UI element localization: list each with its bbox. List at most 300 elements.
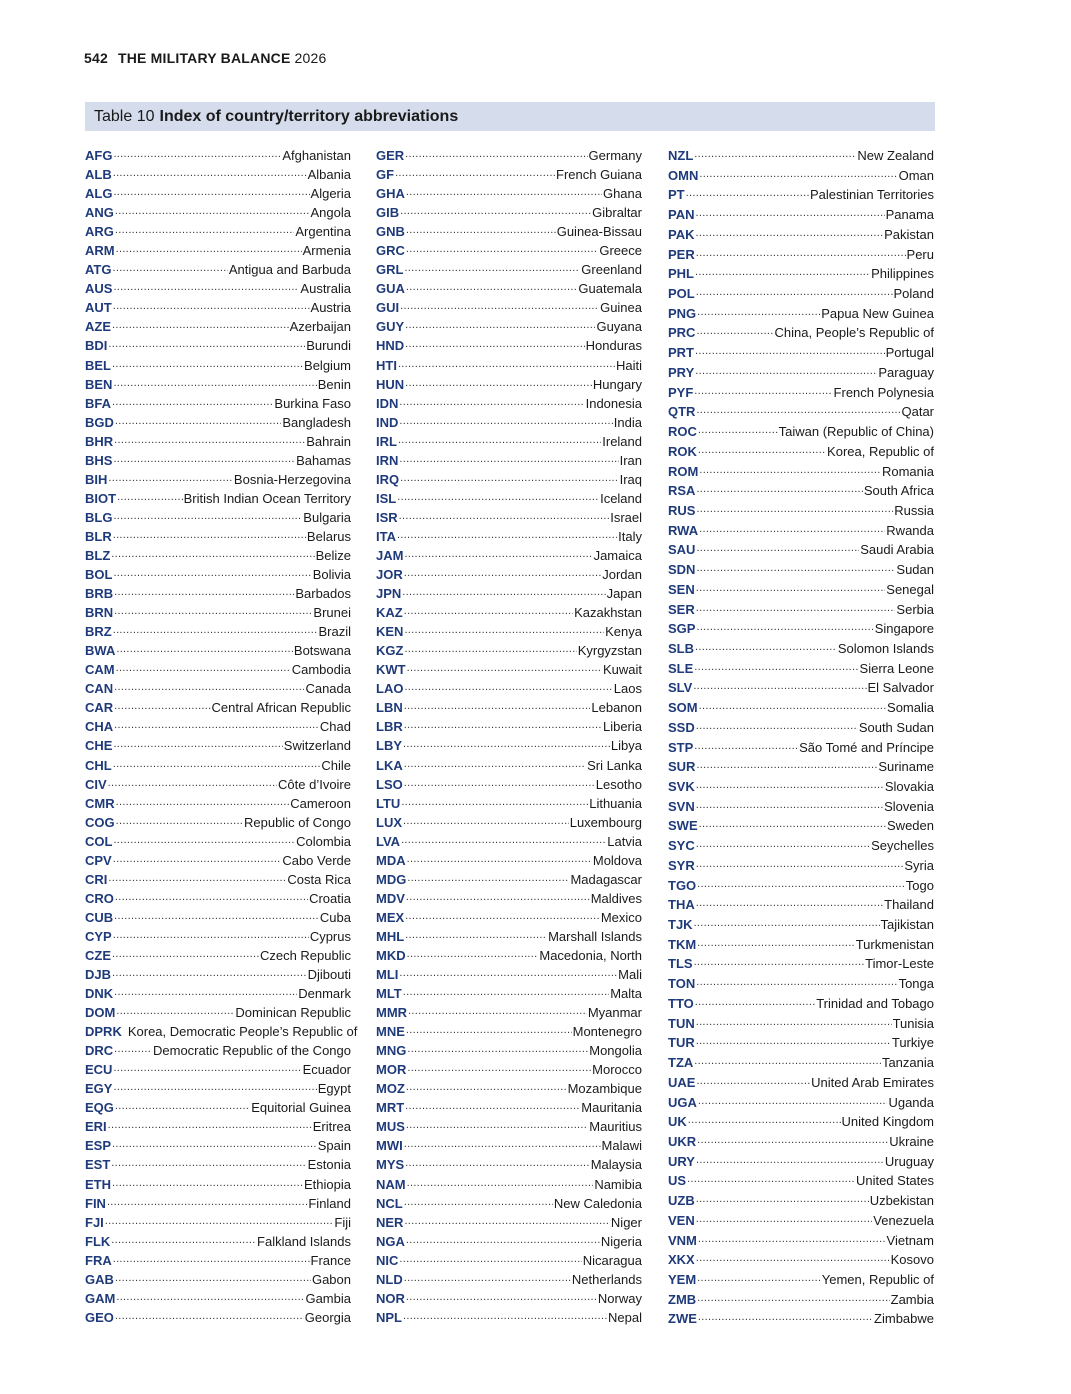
entry-abbreviation: CHA xyxy=(85,719,114,735)
dot-leader xyxy=(696,616,873,638)
dot-leader xyxy=(696,1030,891,1052)
entry-abbreviation: THA xyxy=(668,897,695,913)
entry-country-name: China, People’s Republic of xyxy=(774,325,934,341)
dot-leader xyxy=(697,1287,889,1309)
dot-leader xyxy=(399,410,612,431)
entry-abbreviation: ALB xyxy=(85,167,112,183)
entry-abbreviation: SVN xyxy=(668,798,695,814)
entry-country-name: Ireland xyxy=(602,433,642,449)
dot-leader xyxy=(113,1248,310,1269)
dot-leader xyxy=(114,1038,152,1059)
entry-country-name: Malta xyxy=(610,986,642,1002)
dot-leader xyxy=(694,143,856,165)
entry-abbreviation: JPN xyxy=(376,586,402,602)
entry-country-name: Bangladesh xyxy=(282,414,351,430)
dot-leader xyxy=(687,1168,855,1190)
entry-abbreviation: GF xyxy=(376,167,395,183)
dot-leader xyxy=(695,222,883,244)
entry-country-name: Panama xyxy=(885,207,934,223)
entry-abbreviation: PAK xyxy=(668,226,695,242)
entry-country-name: India xyxy=(613,414,642,430)
entry-abbreviation: BEN xyxy=(85,376,113,392)
dot-leader xyxy=(113,505,302,526)
entry-country-name: South Sudan xyxy=(858,719,934,735)
dot-leader xyxy=(407,1057,591,1078)
entry-abbreviation: KWT xyxy=(376,662,406,678)
entry-country-name: Sweden xyxy=(887,818,934,834)
entry-abbreviation: BRZ xyxy=(85,624,112,640)
dot-leader xyxy=(400,200,591,221)
dot-leader xyxy=(697,1129,888,1151)
entry-abbreviation: NCL xyxy=(376,1195,403,1211)
entry-country-name: Honduras xyxy=(585,338,642,354)
dot-leader xyxy=(698,1306,873,1328)
entry-country-name: Ukraine xyxy=(889,1133,934,1149)
entry-abbreviation: BOL xyxy=(85,567,113,583)
entry-abbreviation: IND xyxy=(376,414,399,430)
dot-leader xyxy=(406,1019,572,1040)
entry-abbreviation: CYP xyxy=(85,928,112,944)
entry-country-name: Israel xyxy=(610,509,642,525)
dot-leader xyxy=(114,981,297,1002)
entry-country-name: Switzerland xyxy=(283,738,351,754)
dot-leader xyxy=(404,562,602,583)
entry-country-name: Argentina xyxy=(295,224,351,240)
entry-abbreviation: ROC xyxy=(668,424,697,440)
entry-abbreviation: ESP xyxy=(85,1138,112,1154)
dot-leader xyxy=(405,314,595,335)
dot-leader xyxy=(402,581,605,602)
entry-abbreviation: ROM xyxy=(668,463,699,479)
dot-leader xyxy=(696,892,883,914)
dot-leader xyxy=(695,991,815,1013)
dot-leader xyxy=(406,1114,588,1135)
entry-country-name: Greece xyxy=(599,243,642,259)
dot-leader xyxy=(696,971,897,993)
entry-abbreviation: SER xyxy=(668,601,695,617)
entry-abbreviation: CPV xyxy=(85,852,112,868)
entry-country-name: Democratic Republic of the Congo xyxy=(153,1043,351,1059)
entry-abbreviation: GAB xyxy=(85,1271,114,1287)
entry-abbreviation: TLS xyxy=(668,956,693,972)
entry-country-name: Netherlands xyxy=(571,1271,642,1287)
dot-leader xyxy=(117,486,183,507)
entry-country-name: Uganda xyxy=(888,1094,934,1110)
entry-country-name: Tunisia xyxy=(892,1015,934,1031)
entry-abbreviation: SUR xyxy=(668,759,696,775)
entry-abbreviation: IRN xyxy=(376,452,399,468)
dot-leader xyxy=(694,912,880,934)
entry-country-name: South Africa xyxy=(863,483,934,499)
entry-country-name: Suriname xyxy=(878,759,934,775)
entry-country-name: Benin xyxy=(317,376,351,392)
dot-leader xyxy=(696,498,893,520)
entry-country-name: Iran xyxy=(619,452,642,468)
entry-country-name: Papua New Guinea xyxy=(821,305,934,321)
entry-abbreviation: SYR xyxy=(668,857,695,873)
entry-abbreviation: AUT xyxy=(85,300,112,316)
entry-abbreviation: UK xyxy=(668,1114,687,1130)
entry-abbreviation: DNK xyxy=(85,986,114,1002)
entry-abbreviation: GEO xyxy=(85,1309,114,1325)
dot-leader xyxy=(404,714,602,735)
dot-leader xyxy=(399,391,584,412)
entry-abbreviation: LBY xyxy=(376,738,402,754)
entry-country-name: Equitorial Guinea xyxy=(251,1100,351,1116)
entry-abbreviation: SLE xyxy=(668,660,694,676)
entry-country-name: Azerbaijan xyxy=(289,319,351,335)
dot-leader xyxy=(108,867,286,888)
dot-leader xyxy=(113,562,311,583)
entry-abbreviation: MDV xyxy=(376,890,405,906)
entry-country-name: Colombia xyxy=(296,833,351,849)
dot-leader xyxy=(696,1011,892,1033)
entry-abbreviation: CZE xyxy=(85,947,111,963)
entry-country-name: Palestinian Territories xyxy=(809,187,934,203)
dot-leader xyxy=(686,182,809,204)
entry-abbreviation: COL xyxy=(85,833,113,849)
entry-abbreviation: PER xyxy=(668,246,695,262)
entry-country-name: Georgia xyxy=(304,1309,351,1325)
entry-abbreviation: BRN xyxy=(85,605,114,621)
dot-leader xyxy=(112,962,307,983)
entry-abbreviation: CUB xyxy=(85,909,114,925)
entry-country-name: Chad xyxy=(319,719,351,735)
dot-leader xyxy=(399,962,617,983)
dot-leader xyxy=(113,924,309,945)
entry-country-name: Brunei xyxy=(313,605,351,621)
entry-abbreviation: UGA xyxy=(668,1094,697,1110)
entry-abbreviation: LKA xyxy=(376,757,403,773)
dot-leader xyxy=(116,810,243,831)
entry-country-name: Iraq xyxy=(619,471,642,487)
entry-country-name: Nepal xyxy=(608,1309,642,1325)
entry-abbreviation: BIH xyxy=(85,471,108,487)
dot-leader xyxy=(112,1172,303,1193)
entry-country-name: Finland xyxy=(308,1195,351,1211)
entry-abbreviation: QTR xyxy=(668,404,696,420)
entry-country-name: Saudi Arabia xyxy=(860,542,934,558)
entry-country-name: British Indian Ocean Territory xyxy=(183,490,351,506)
dot-leader xyxy=(404,1210,609,1231)
entry-country-name: Madagascar xyxy=(570,871,642,887)
entry-abbreviation: POL xyxy=(668,286,695,302)
entry-abbreviation: MEX xyxy=(376,909,405,925)
entry-abbreviation: TTO xyxy=(668,995,694,1011)
entry-abbreviation: KGZ xyxy=(376,643,404,659)
entry-abbreviation: ROK xyxy=(668,443,697,459)
entry-abbreviation: LAO xyxy=(376,681,404,697)
dot-leader xyxy=(696,557,895,579)
dot-leader xyxy=(113,524,306,545)
entry-abbreviation: HUN xyxy=(376,376,405,392)
entry-abbreviation: HTI xyxy=(376,357,397,373)
dot-leader xyxy=(404,600,573,621)
entry-country-name: Myanmar xyxy=(587,1005,642,1021)
entry-abbreviation: TGO xyxy=(668,877,697,893)
entry-country-name: France xyxy=(310,1252,351,1268)
abbreviation-column-2 xyxy=(376,146,642,1327)
entry-country-name: Cameroon xyxy=(290,795,351,811)
entry-abbreviation: LUX xyxy=(376,814,402,830)
dot-leader xyxy=(111,543,314,564)
entry-country-name: Togo xyxy=(905,877,934,893)
dot-leader xyxy=(407,657,602,678)
dot-leader xyxy=(105,1210,334,1231)
entry-abbreviation: MRT xyxy=(376,1100,405,1116)
dot-leader xyxy=(404,1133,601,1154)
entry-country-name: Jordan xyxy=(602,567,642,583)
dot-leader xyxy=(698,1090,888,1112)
entry-country-name: Latvia xyxy=(607,833,642,849)
dot-leader xyxy=(115,200,310,221)
entry-country-name: Jamaica xyxy=(593,547,642,563)
dot-leader xyxy=(697,873,905,895)
entry-abbreviation: GER xyxy=(376,148,405,163)
dot-leader xyxy=(407,943,539,964)
entry-country-name: Bulgaria xyxy=(303,509,351,525)
entry-country-name: Guinea xyxy=(600,300,642,316)
entry-country-name: Serbia xyxy=(896,601,934,617)
entry-abbreviation: BRB xyxy=(85,586,114,602)
entry-country-name: Guinea-Bissau xyxy=(556,224,642,240)
entry-abbreviation: BHS xyxy=(85,452,113,468)
index-entry xyxy=(668,1309,934,1329)
entry-country-name: Guatemala xyxy=(578,281,642,297)
entry-abbreviation: CAR xyxy=(85,700,114,716)
entry-abbreviation: VEN xyxy=(668,1212,695,1228)
entry-abbreviation: FRA xyxy=(85,1252,112,1268)
entry-country-name: Gabon xyxy=(311,1271,351,1287)
entry-abbreviation: CHL xyxy=(85,757,112,773)
entry-country-name: Singapore xyxy=(874,621,934,637)
entry-abbreviation: LBN xyxy=(376,700,403,716)
entry-abbreviation: MNG xyxy=(376,1043,407,1059)
dot-leader xyxy=(113,448,295,469)
entry-country-name: Korea, Republic of xyxy=(827,443,934,459)
dot-leader xyxy=(403,981,609,1002)
entry-abbreviation: JOR xyxy=(376,567,403,583)
publication-year: 2026 xyxy=(294,50,327,66)
dot-leader xyxy=(114,714,319,735)
dot-leader xyxy=(108,467,233,488)
dot-leader xyxy=(108,772,277,793)
entry-country-name: Philippines xyxy=(871,266,934,282)
entry-abbreviation: BFA xyxy=(85,395,111,411)
dot-leader xyxy=(406,181,602,202)
dot-leader xyxy=(395,162,555,183)
dot-leader xyxy=(696,774,884,796)
entry-abbreviation: MLT xyxy=(376,986,402,1002)
entry-abbreviation: AUS xyxy=(85,281,113,297)
entry-country-name: Kazakhstan xyxy=(574,605,642,621)
entry-abbreviation: TUR xyxy=(668,1035,695,1051)
entry-country-name: Dominican Republic xyxy=(235,1005,351,1021)
entry-country-name: Taiwan (Republic of China) xyxy=(778,424,934,440)
entry-country-name: Pakistan xyxy=(884,226,934,242)
dot-leader xyxy=(698,439,826,461)
dot-leader xyxy=(114,600,312,621)
dot-leader xyxy=(405,905,600,926)
entry-abbreviation: CAN xyxy=(85,681,114,697)
dot-leader xyxy=(696,833,870,855)
dot-leader xyxy=(403,733,610,754)
entry-abbreviation: BIOT xyxy=(85,490,117,506)
entry-country-name: New Zealand xyxy=(857,148,934,163)
entry-country-name: United States xyxy=(855,1173,934,1189)
entry-country-name: Bosnia-Herzegovina xyxy=(233,471,351,487)
entry-abbreviation: DOM xyxy=(85,1005,116,1021)
dot-leader xyxy=(694,380,832,402)
dot-leader xyxy=(116,1000,234,1021)
entry-abbreviation: CHE xyxy=(85,738,113,754)
entry-abbreviation: ARM xyxy=(85,243,115,259)
entry-country-name: Morocco xyxy=(592,1062,642,1078)
entry-country-name: Lithuania xyxy=(589,795,642,811)
dot-leader xyxy=(113,829,295,850)
index-entry xyxy=(376,1308,642,1327)
entry-country-name: Thailand xyxy=(884,897,934,913)
entry-abbreviation: NGA xyxy=(376,1233,405,1249)
entry-abbreviation: IDN xyxy=(376,395,399,411)
entry-abbreviation: SOM xyxy=(668,700,698,716)
entry-abbreviation: IRQ xyxy=(376,471,400,487)
entry-abbreviation: MMR xyxy=(376,1005,408,1021)
entry-abbreviation: DPRK xyxy=(85,1024,122,1040)
entry-country-name: Falkland Islands xyxy=(257,1233,351,1249)
entry-abbreviation: CRO xyxy=(85,890,114,906)
entry-country-name: Nicaragua xyxy=(582,1252,642,1268)
entry-country-name: Rwanda xyxy=(886,522,934,538)
dot-leader xyxy=(116,1286,304,1307)
entry-abbreviation: LVA xyxy=(376,833,401,849)
dot-leader xyxy=(699,813,886,835)
entry-abbreviation: ZWE xyxy=(668,1311,697,1327)
entry-abbreviation: ITA xyxy=(376,528,396,544)
entry-abbreviation: PT xyxy=(668,187,685,203)
dot-leader xyxy=(400,295,599,316)
entry-country-name: Romania xyxy=(881,463,934,479)
entry-abbreviation: ANG xyxy=(85,205,114,221)
dot-leader xyxy=(113,619,318,640)
entry-abbreviation: SEN xyxy=(668,581,695,597)
dot-leader xyxy=(112,314,289,335)
entry-country-name: Peru xyxy=(906,246,934,262)
entry-country-name: Mozambique xyxy=(567,1081,642,1097)
entry-country-name: Niger xyxy=(610,1214,642,1230)
entry-abbreviation: NAM xyxy=(376,1176,406,1192)
entry-abbreviation: GUI xyxy=(376,300,400,316)
dot-leader xyxy=(407,867,569,888)
entry-abbreviation: SLV xyxy=(668,680,693,696)
entry-abbreviation: DRC xyxy=(85,1043,114,1059)
dot-leader xyxy=(696,320,773,342)
entry-abbreviation: CAM xyxy=(85,662,115,678)
entry-country-name: Fiji xyxy=(334,1214,351,1230)
entry-abbreviation: URY xyxy=(668,1153,695,1169)
table-title-bar xyxy=(85,102,935,131)
dot-leader xyxy=(695,636,837,658)
dot-leader xyxy=(696,1149,884,1171)
dot-leader xyxy=(407,1038,588,1059)
entry-abbreviation: ETH xyxy=(85,1176,111,1192)
entry-country-name: Malaysia xyxy=(590,1157,642,1173)
dot-leader xyxy=(406,1076,567,1097)
dot-leader xyxy=(114,581,294,602)
entry-country-name: Qatar xyxy=(901,404,934,420)
entry-abbreviation: MLI xyxy=(376,967,399,983)
dot-leader xyxy=(113,753,321,774)
dot-leader xyxy=(113,295,310,316)
entry-abbreviation: FIN xyxy=(85,1195,106,1211)
dot-leader xyxy=(404,257,580,278)
entry-abbreviation: COG xyxy=(85,814,115,830)
entry-country-name: Kenya xyxy=(605,624,642,640)
dot-leader xyxy=(698,419,778,441)
entry-country-name: Mongolia xyxy=(589,1043,642,1059)
entry-country-name: Ecuador xyxy=(302,1062,351,1078)
entry-abbreviation: GHA xyxy=(376,186,405,202)
entry-country-name: Cabo Verde xyxy=(282,852,351,868)
entry-abbreviation: JAM xyxy=(376,547,404,563)
dot-leader xyxy=(111,1152,306,1173)
entry-abbreviation: GUY xyxy=(376,319,405,335)
abbreviation-column-3 xyxy=(668,146,934,1329)
entry-abbreviation: VNM xyxy=(668,1232,697,1248)
dot-leader xyxy=(404,695,591,716)
entry-abbreviation: TUN xyxy=(668,1015,695,1031)
dot-leader xyxy=(397,524,617,545)
dot-leader xyxy=(695,261,870,283)
entry-country-name: Costa Rica xyxy=(287,871,351,887)
entry-country-name: Macedonia, North xyxy=(539,947,642,963)
entry-country-name: Maldives xyxy=(590,890,642,906)
entry-country-name: Eritrea xyxy=(312,1119,351,1135)
entry-abbreviation: ARG xyxy=(85,224,114,240)
dot-leader xyxy=(108,333,305,354)
entry-abbreviation: CMR xyxy=(85,795,115,811)
entry-abbreviation: SWE xyxy=(668,818,698,834)
entry-country-name: Belgium xyxy=(304,357,351,373)
entry-abbreviation: MOR xyxy=(376,1062,407,1078)
entry-country-name: Algeria xyxy=(310,186,351,202)
dot-leader xyxy=(398,353,615,374)
entry-country-name: Barbados xyxy=(295,586,351,602)
entry-country-name: Tonga xyxy=(898,976,934,992)
entry-country-name: Liberia xyxy=(602,719,642,735)
entry-country-name: Portugal xyxy=(885,345,934,361)
entry-abbreviation: XKX xyxy=(668,1252,695,1268)
entry-abbreviation: ERI xyxy=(85,1119,107,1135)
entry-country-name: Mauritania xyxy=(581,1100,642,1116)
entry-abbreviation: MYS xyxy=(376,1157,405,1173)
publication-title: THE MILITARY BALANCE xyxy=(117,50,291,66)
dot-leader xyxy=(114,695,210,716)
entry-country-name: Gibraltar xyxy=(592,205,642,221)
entry-country-name: Italy xyxy=(618,528,642,544)
dot-leader xyxy=(696,715,858,737)
entry-country-name: Austria xyxy=(310,300,351,316)
dot-leader xyxy=(697,301,820,323)
entry-country-name: Bolivia xyxy=(312,567,351,583)
entry-country-name: Croatia xyxy=(309,890,351,906)
dot-leader xyxy=(694,1050,881,1072)
entry-country-name: Ethiopia xyxy=(304,1176,351,1192)
entry-country-name: Norway xyxy=(597,1290,642,1306)
dot-leader xyxy=(113,1057,301,1078)
entry-abbreviation: SVK xyxy=(668,779,695,794)
dot-leader xyxy=(116,657,291,678)
